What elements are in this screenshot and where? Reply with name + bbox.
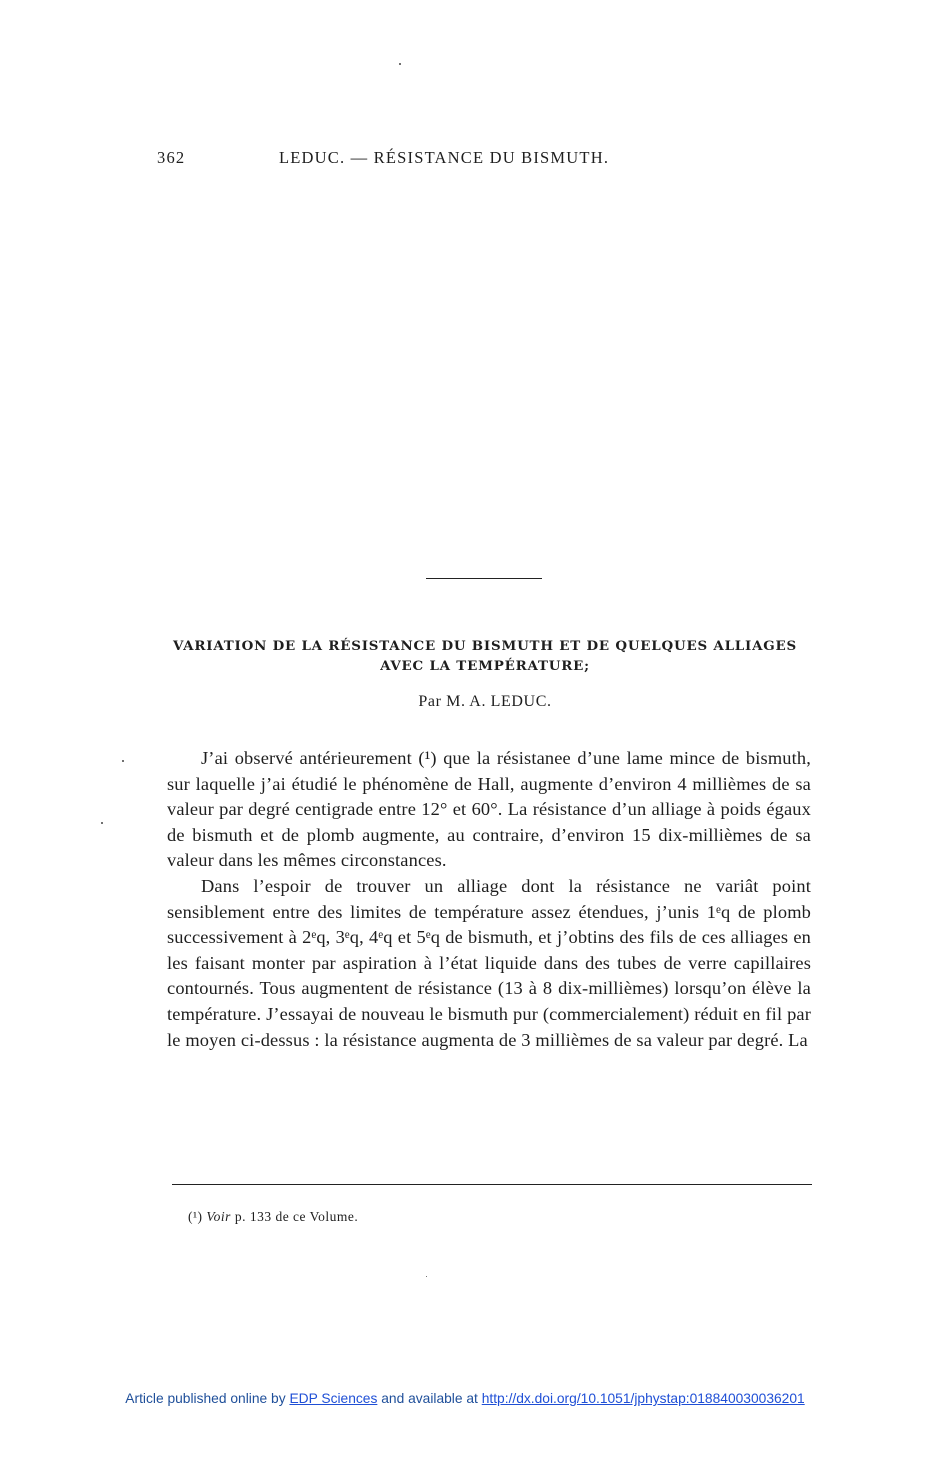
credit-middle: and available at (381, 1391, 478, 1406)
scan-speck (426, 1276, 427, 1277)
section-divider (426, 578, 542, 579)
paragraph-2: Dans l’espoir de trouver un alliage dont la résistance ne variât point sensiblement entre des limites de température assez étendues, j’unis 1ᵉq de plomb successivement à 2ᵉq, 3ᵉq, 4ᵉq et 5ᵉq de bismuth, et j’obtins des fils de ces alliages en les faisant monter par aspiration à l’état liquide dans des tubes de verre capillaires contournés. Tous augmentent de résistance (13 à 8 dix-millièmes) lorsqu’on élève la température. J’essayai de nouveau le bismuth pur (commercialement) réduit en fil par le moyen ci-dessus : la résistance augmenta de 3 millièmes de sa valeur par degré. La (167, 875, 811, 1050)
running-head: LEDUC. — RÉSISTANCE DU BISMUTH. (279, 148, 610, 167)
doi-link[interactable]: http://dx.doi.org/10.1051/jphystap:018840030036201 (481, 1391, 805, 1406)
paragraph-1: J’ai observé antérieurement (¹) que la résistanee d’une lame mince de bismuth, sur laquelle j’ai étudié le phénomène de Hall, augmente d’environ 4 millièmes de sa valeur par degré centigrade entre 12° et 60°. La résistance d’un alliage à poids égaux de bismuth et de plomb augmente, au contraire, d’environ 15 dix-millièmes de sa valeur dans les mêmes circonstances. (167, 748, 811, 871)
footnote-mark: (¹) (188, 1209, 203, 1224)
page-number: 362 (157, 148, 186, 167)
article-title (160, 636, 810, 676)
scan-speck (399, 63, 401, 65)
publisher-link[interactable]: EDP Sciences (289, 1391, 378, 1406)
credit-prefix: Article published online by (125, 1391, 286, 1406)
article-title-line-1: VARIATION DE LA RÉSISTANCE DU BISMUTH ET DE QUELQUES ALLIAGES (173, 638, 797, 654)
article-title-line-2: AVEC LA TEMPÉRATURE; (380, 658, 590, 674)
footnote-divider (172, 1184, 812, 1185)
footnote-text: p. 133 de ce Volume. (234, 1209, 359, 1224)
scan-speck (101, 822, 103, 824)
article-body (167, 746, 811, 1053)
footnote-voir: Voir (206, 1209, 231, 1224)
scan-speck (122, 760, 124, 762)
publication-credit (0, 1391, 930, 1406)
footnote (188, 1209, 358, 1225)
author-byline: Par M. A. LEDUC. (418, 693, 552, 710)
